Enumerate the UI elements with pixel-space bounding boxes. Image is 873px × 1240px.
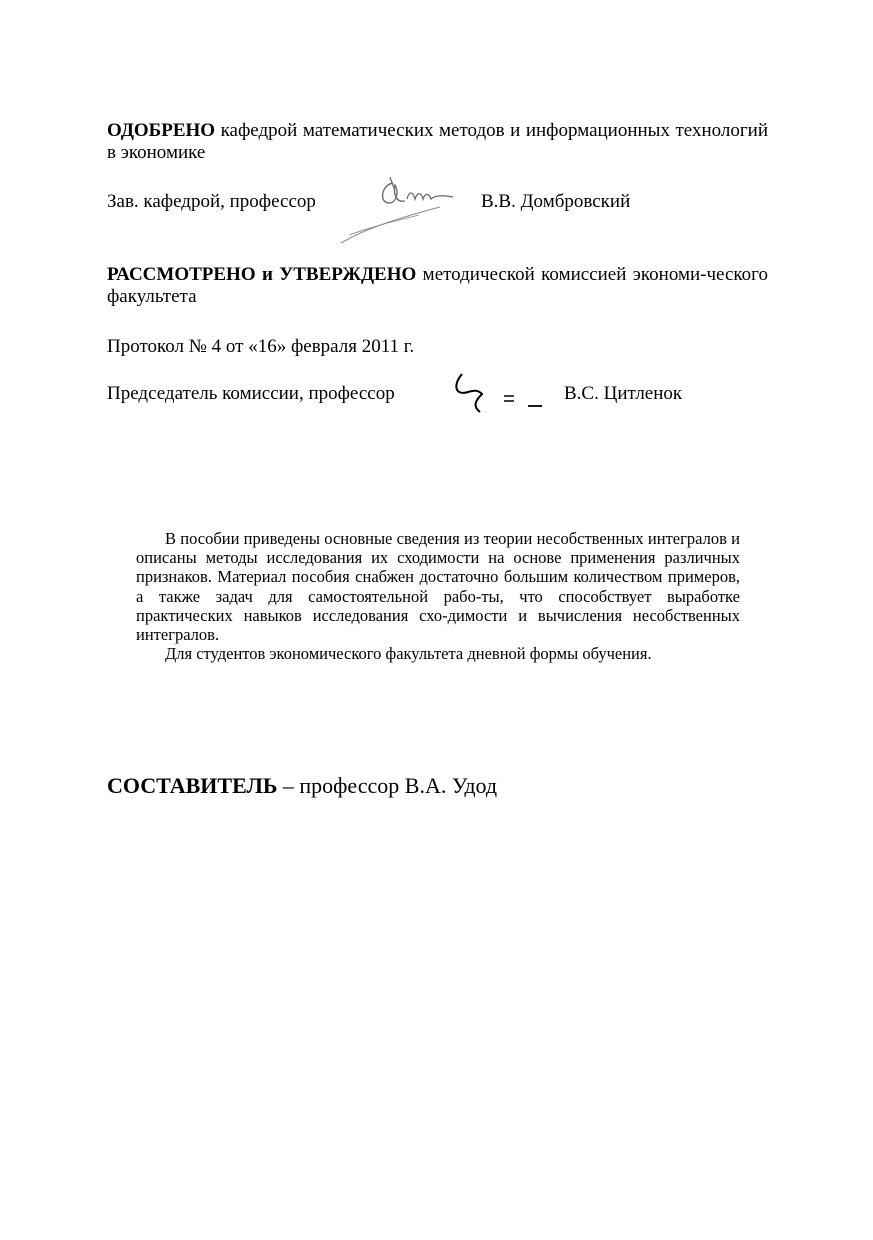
commission-chair-position: Председатель комиссии, профессор (107, 383, 395, 404)
department-head-position: Зав. кафедрой, профессор (107, 191, 316, 212)
abstract (136, 529, 740, 663)
commission-chair-signature (448, 370, 558, 420)
compiler-line (107, 773, 497, 799)
approval-statement (107, 120, 768, 164)
compiler-text: – профессор В.А. Удод (277, 773, 498, 798)
abstract-paragraph: В пособии приведены основные сведения из теории несобственных интегралов и описаны методы исследования их сходимости на основе применения различных признаков. Материал пособия снабжен достаточно большим количеством примеров, а также задач для самостоятельной рабо-ты, что способствует выработке практических навыков исследования схо-димости и вычисления несобственных интегралов. (136, 529, 740, 645)
approval-keyword: ОДОБРЕНО (107, 120, 216, 141)
abstract-paragraph: Для студентов экономического факультета дневной формы обучения. (165, 644, 652, 664)
department-head-signature (335, 173, 460, 248)
approval-text: кафедрой математических методов и информационных технологий в экономике (107, 120, 768, 163)
commission-chair-row (107, 383, 768, 407)
department-head-name: В.В. Домбровский (481, 191, 631, 212)
review-text: методической комиссией экономи-ческого факультета (107, 264, 768, 307)
review-statement (107, 264, 768, 308)
compiler-keyword: СОСТАВИТЕЛЬ (107, 773, 278, 798)
review-keyword: РАССМОТРЕНО и УТВЕРЖДЕНО (107, 264, 417, 285)
protocol-line: Протокол № 4 от «16» февраля 2011 г. (107, 336, 415, 357)
commission-chair-name: В.С. Цитленок (564, 383, 683, 404)
